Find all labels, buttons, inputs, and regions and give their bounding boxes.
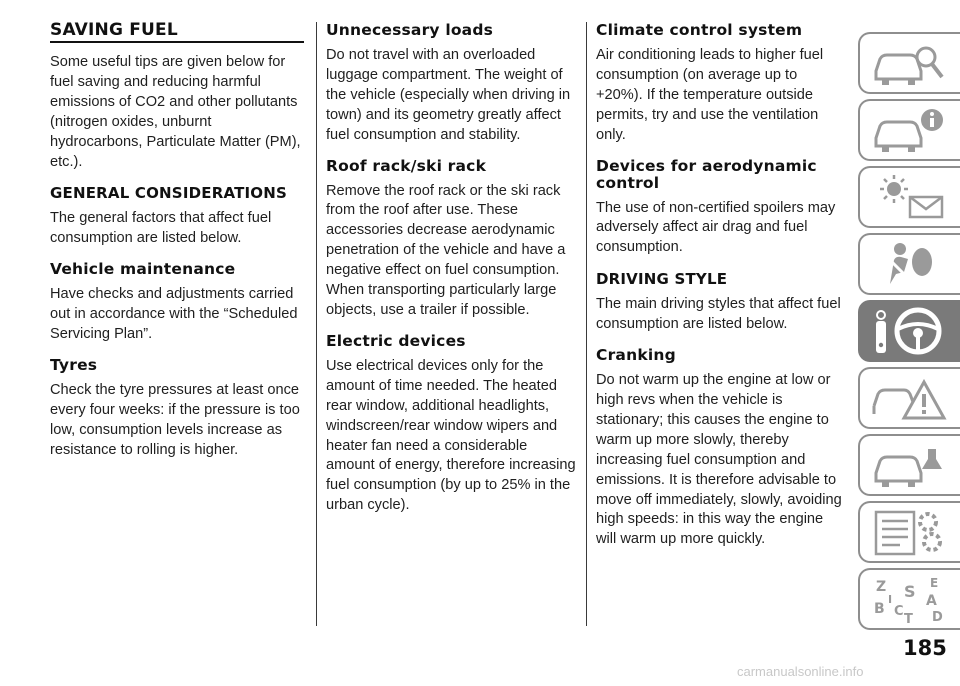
heading-cranking: Cranking bbox=[596, 346, 676, 365]
footer-watermark: carmanualsonline.info bbox=[737, 664, 864, 679]
heading-tyres: Tyres bbox=[50, 355, 98, 374]
tab-index[interactable] bbox=[858, 568, 960, 630]
tab-car-info[interactable] bbox=[858, 99, 960, 161]
car-emergency-icon bbox=[870, 372, 950, 424]
tab-car-search[interactable] bbox=[858, 32, 960, 94]
column-divider bbox=[586, 22, 587, 626]
climate-paragraph: Air conditioning leads to higher fuel consumption (on average up to +20%). If the temperature outside permits, try and use the ventilation only. bbox=[596, 47, 824, 143]
index-letter-d: D bbox=[932, 610, 943, 625]
section-title-saving-fuel: SAVING FUEL bbox=[50, 22, 304, 43]
tab-warning-lights[interactable] bbox=[858, 166, 960, 228]
tyres-paragraph: Check the tyre pressures at least once every four weeks: if the pressure is too low, consumption levels increase as resistance to rolling is higher. bbox=[50, 381, 300, 458]
heading-vehicle-maintenance: Vehicle maintenance bbox=[50, 260, 236, 279]
heading-general-considerations: GENERAL CONSIDERATIONS bbox=[50, 184, 288, 203]
column-3 bbox=[596, 22, 842, 550]
index-letter-t: T bbox=[904, 612, 913, 625]
steering-wheel-key-icon bbox=[870, 305, 950, 357]
maintenance-paragraph: Have checks and adjustments carried out in accordance with the “Scheduled Servicing Plan”. bbox=[50, 286, 298, 343]
tab-service[interactable] bbox=[858, 434, 960, 496]
tab-technical-data[interactable] bbox=[858, 501, 960, 563]
tab-starting-driving[interactable] bbox=[858, 300, 960, 362]
loads-paragraph: Do not travel with an overloaded luggage compartment. The weight of the vehicle (especially when driving in town) and its geometry greatly affect fuel consumption and stability. bbox=[326, 47, 571, 143]
technical-data-icon bbox=[870, 506, 950, 558]
car-service-icon bbox=[870, 439, 950, 491]
heading-electric-devices: Electric devices bbox=[326, 331, 466, 350]
tab-safety[interactable] bbox=[858, 233, 960, 295]
style-paragraph: The main driving styles that affect fuel consumption are listed below. bbox=[596, 296, 841, 333]
roof-paragraph: Remove the roof rack or the ski rack from the roof after use. These accessories decrease aerodynamic penetration of the vehicle and have a negative effect on fuel consumption. When transporting particularly large objects, use a trailer if possible. bbox=[326, 182, 566, 318]
car-search-icon bbox=[870, 37, 950, 89]
car-info-icon bbox=[870, 104, 950, 156]
tab-emergency[interactable] bbox=[858, 367, 960, 429]
column-1 bbox=[50, 22, 304, 461]
chapter-tabs bbox=[858, 32, 960, 635]
page-number: 185 bbox=[903, 636, 947, 660]
index-letter-b: B bbox=[874, 601, 885, 617]
aero-paragraph: The use of non-certified spoilers may adversely affect air drag and fuel consumption. bbox=[596, 199, 836, 256]
safety-airbag-icon bbox=[870, 238, 950, 290]
index-letter-z: Z bbox=[876, 579, 887, 595]
index-letter-c: C bbox=[894, 604, 904, 619]
general-paragraph: The general factors that affect fuel consumption are listed below. bbox=[50, 210, 272, 247]
column-2 bbox=[326, 22, 578, 516]
heading-roof-rack: Roof rack/ski rack bbox=[326, 156, 487, 175]
cranking-paragraph: Do not warm up the engine at low or high revs when the vehicle is stationary; this causes the engine to warm up more slowly, thereby increasing fuel consumption and emissions. It is therefore advisable to move off immediately, slowly, avoiding high speeds: in this way the engine will warm up more quickly. bbox=[596, 372, 842, 548]
intro-paragraph: Some useful tips are given below for fuel saving and reducing harmful emissions of CO2 and other pollutants (nitrogen oxides, unburnt hydrocarbons, Particulate Matter (PM), etc.). bbox=[50, 54, 301, 170]
heading-driving-style: DRIVING STYLE bbox=[596, 270, 728, 289]
index-letter-a: A bbox=[926, 593, 937, 609]
heading-unnecessary-loads: Unnecessary loads bbox=[326, 21, 494, 39]
index-letter-e: E bbox=[930, 576, 939, 590]
index-letter-s: S bbox=[904, 582, 916, 601]
heading-aerodynamic-devices: Devices for aerodynamic control bbox=[596, 156, 817, 192]
warning-lights-icon bbox=[870, 171, 950, 223]
alphabetical-index-icon bbox=[870, 573, 950, 625]
index-letter-i: I bbox=[888, 593, 893, 606]
column-divider bbox=[316, 22, 317, 626]
electric-paragraph: Use electrical devices only for the amount of time needed. The heated rear window, additional headlights, windscreen/rear window wipers and heater fan need a considerable amount of energy, therefore increasing fuel consumption (by up to 25% in the urban cycle). bbox=[326, 357, 576, 514]
heading-climate-control: Climate control system bbox=[596, 21, 803, 39]
